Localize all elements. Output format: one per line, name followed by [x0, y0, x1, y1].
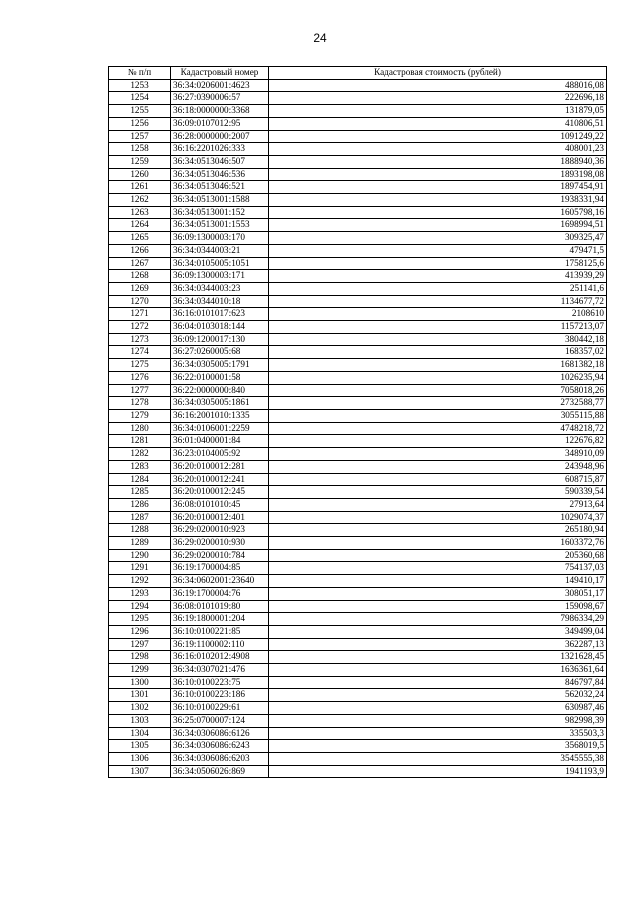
cell-cadastral-number: 36:01:0400001:84 [171, 435, 269, 448]
cell-cadastral-number: 36:27:0260005:68 [171, 346, 269, 359]
cell-cadastral-value: 222696,18 [269, 92, 607, 105]
cell-row-number: 1265 [109, 232, 171, 245]
table-row [109, 587, 607, 600]
column-header-cadastral-number: Кадастровый номер [171, 67, 269, 80]
cell-row-number: 1290 [109, 549, 171, 562]
table-row [109, 714, 607, 727]
cell-row-number: 1307 [109, 765, 171, 778]
table-row [109, 651, 607, 664]
table-row [109, 486, 607, 499]
table-row [109, 448, 607, 461]
cell-row-number: 1256 [109, 117, 171, 130]
cell-cadastral-value: 131879,05 [269, 105, 607, 118]
cell-row-number: 1302 [109, 702, 171, 715]
cell-row-number: 1270 [109, 295, 171, 308]
table-row [109, 689, 607, 702]
cell-cadastral-value: 1605798,16 [269, 206, 607, 219]
cell-row-number: 1291 [109, 562, 171, 575]
cadastral-value-table [108, 66, 607, 778]
cell-row-number: 1283 [109, 460, 171, 473]
table-row [109, 498, 607, 511]
table-row [109, 257, 607, 270]
cell-cadastral-number: 36:34:0513046:521 [171, 181, 269, 194]
table-row [109, 181, 607, 194]
cell-cadastral-value: 27913,64 [269, 498, 607, 511]
table-row [109, 638, 607, 651]
cell-cadastral-value: 408001,23 [269, 143, 607, 156]
cell-cadastral-number: 36:34:0506026:869 [171, 765, 269, 778]
cell-cadastral-number: 36:25:0700007:124 [171, 714, 269, 727]
cell-cadastral-number: 36:27:0390006:57 [171, 92, 269, 105]
cell-cadastral-number: 36:16:2201026:333 [171, 143, 269, 156]
cell-row-number: 1255 [109, 105, 171, 118]
cell-cadastral-number: 36:29:0200010:784 [171, 549, 269, 562]
cell-row-number: 1305 [109, 740, 171, 753]
cell-cadastral-number: 36:34:0306086:6126 [171, 727, 269, 740]
cell-cadastral-value: 349499,04 [269, 625, 607, 638]
cell-cadastral-number: 36:16:2001010:1335 [171, 409, 269, 422]
cell-cadastral-value: 3545555,38 [269, 752, 607, 765]
table-row [109, 79, 607, 92]
cell-cadastral-number: 36:10:0100229:61 [171, 702, 269, 715]
cell-cadastral-value: 2108610 [269, 308, 607, 321]
cell-cadastral-value: 413939,29 [269, 270, 607, 283]
cell-row-number: 1304 [109, 727, 171, 740]
cell-cadastral-value: 590339,54 [269, 486, 607, 499]
cell-cadastral-value: 982998,39 [269, 714, 607, 727]
table-row [109, 397, 607, 410]
table-row [109, 155, 607, 168]
cell-cadastral-number: 36:23:0104005:92 [171, 448, 269, 461]
cell-cadastral-value: 1134677,72 [269, 295, 607, 308]
cell-cadastral-number: 36:19:1700004:76 [171, 587, 269, 600]
cell-cadastral-number: 36:09:1300003:170 [171, 232, 269, 245]
cell-cadastral-value: 2732588,77 [269, 397, 607, 410]
page-number: 24 [313, 31, 327, 45]
cell-row-number: 1271 [109, 308, 171, 321]
cell-cadastral-number: 36:34:0513001:152 [171, 206, 269, 219]
cell-cadastral-number: 36:16:0101017:623 [171, 308, 269, 321]
cell-cadastral-number: 36:34:0106001:2259 [171, 422, 269, 435]
cell-row-number: 1281 [109, 435, 171, 448]
table-row [109, 321, 607, 334]
cell-cadastral-value: 7058018,26 [269, 384, 607, 397]
cell-row-number: 1268 [109, 270, 171, 283]
cell-cadastral-number: 36:08:0101010:45 [171, 498, 269, 511]
cell-cadastral-value: 1893198,08 [269, 168, 607, 181]
cell-row-number: 1294 [109, 600, 171, 613]
table-row [109, 308, 607, 321]
cell-cadastral-value: 4748218,72 [269, 422, 607, 435]
column-header-cadastral-value: Кадастровая стоимость (рублей) [269, 67, 607, 80]
cell-row-number: 1303 [109, 714, 171, 727]
table-row [109, 600, 607, 613]
cell-cadastral-number: 36:34:0105005:1051 [171, 257, 269, 270]
cell-cadastral-number: 36:29:0200010:923 [171, 524, 269, 537]
cell-row-number: 1277 [109, 384, 171, 397]
cell-cadastral-value: 608715,87 [269, 473, 607, 486]
cell-cadastral-value: 1941193,9 [269, 765, 607, 778]
table-row [109, 435, 607, 448]
cell-cadastral-number: 36:34:0307021:476 [171, 664, 269, 677]
cell-row-number: 1258 [109, 143, 171, 156]
cell-cadastral-number: 36:34:0306086:6203 [171, 752, 269, 765]
cell-cadastral-number: 36:20:0100012:281 [171, 460, 269, 473]
cell-cadastral-value: 1603372,76 [269, 537, 607, 550]
cell-cadastral-value: 410806,51 [269, 117, 607, 130]
cell-cadastral-number: 36:34:0602001:23640 [171, 575, 269, 588]
cell-cadastral-number: 36:34:0344010:18 [171, 295, 269, 308]
cell-row-number: 1282 [109, 448, 171, 461]
table-row [109, 409, 607, 422]
cell-row-number: 1253 [109, 79, 171, 92]
table-row [109, 270, 607, 283]
cell-cadastral-value: 122676,82 [269, 435, 607, 448]
cell-row-number: 1293 [109, 587, 171, 600]
cell-row-number: 1264 [109, 219, 171, 232]
cell-cadastral-number: 36:34:0513001:1588 [171, 194, 269, 207]
cell-cadastral-value: 3568019,5 [269, 740, 607, 753]
cell-row-number: 1286 [109, 498, 171, 511]
table-row [109, 727, 607, 740]
cell-cadastral-value: 479471,5 [269, 244, 607, 257]
cell-cadastral-number: 36:28:0000000:2007 [171, 130, 269, 143]
table-row [109, 282, 607, 295]
cell-cadastral-number: 36:20:0100012:401 [171, 511, 269, 524]
table-row [109, 625, 607, 638]
cell-cadastral-value: 265180,94 [269, 524, 607, 537]
cell-row-number: 1275 [109, 359, 171, 372]
column-header-number: № п/п [109, 67, 171, 80]
cell-cadastral-number: 36:34:0513001:1553 [171, 219, 269, 232]
table-row [109, 613, 607, 626]
cell-row-number: 1261 [109, 181, 171, 194]
cell-row-number: 1279 [109, 409, 171, 422]
cell-cadastral-number: 36:10:0100223:75 [171, 676, 269, 689]
cell-row-number: 1298 [109, 651, 171, 664]
cell-cadastral-number: 36:20:0100012:245 [171, 486, 269, 499]
cell-row-number: 1306 [109, 752, 171, 765]
table-row [109, 194, 607, 207]
cell-row-number: 1276 [109, 371, 171, 384]
cell-cadastral-value: 1026235,94 [269, 371, 607, 384]
cell-row-number: 1289 [109, 537, 171, 550]
table-row [109, 168, 607, 181]
table-row [109, 92, 607, 105]
cell-cadastral-value: 562032,24 [269, 689, 607, 702]
table-row [109, 676, 607, 689]
cell-cadastral-value: 1029074,37 [269, 511, 607, 524]
cell-cadastral-number: 36:19:1100002:110 [171, 638, 269, 651]
cell-row-number: 1254 [109, 92, 171, 105]
cell-row-number: 1299 [109, 664, 171, 677]
table-row [109, 562, 607, 575]
cell-cadastral-number: 36:04:0103018:144 [171, 321, 269, 334]
cell-row-number: 1300 [109, 676, 171, 689]
cell-row-number: 1267 [109, 257, 171, 270]
cell-cadastral-number: 36:34:0513046:507 [171, 155, 269, 168]
cell-cadastral-number: 36:09:1300003:171 [171, 270, 269, 283]
table-row [109, 244, 607, 257]
cell-row-number: 1273 [109, 333, 171, 346]
cell-cadastral-number: 36:16:0102012:4908 [171, 651, 269, 664]
cell-cadastral-number: 36:20:0100012:241 [171, 473, 269, 486]
cell-cadastral-number: 36:10:0100223:186 [171, 689, 269, 702]
cell-cadastral-value: 7986334,29 [269, 613, 607, 626]
table-row [109, 143, 607, 156]
cell-cadastral-number: 36:10:0100221:85 [171, 625, 269, 638]
cell-row-number: 1295 [109, 613, 171, 626]
table-row [109, 232, 607, 245]
table-row [109, 359, 607, 372]
cell-cadastral-value: 1897454,91 [269, 181, 607, 194]
cell-row-number: 1285 [109, 486, 171, 499]
table-row [109, 702, 607, 715]
cell-cadastral-value: 754137,03 [269, 562, 607, 575]
table-row [109, 295, 607, 308]
table-row [109, 371, 607, 384]
table-body [109, 79, 607, 778]
cell-row-number: 1263 [109, 206, 171, 219]
cell-cadastral-value: 309325,47 [269, 232, 607, 245]
cell-cadastral-number: 36:22:0000000:840 [171, 384, 269, 397]
cell-cadastral-value: 243948,96 [269, 460, 607, 473]
cell-row-number: 1272 [109, 321, 171, 334]
cell-cadastral-value: 1157213,07 [269, 321, 607, 334]
cell-row-number: 1292 [109, 575, 171, 588]
cell-row-number: 1288 [109, 524, 171, 537]
table-row [109, 346, 607, 359]
cell-cadastral-value: 362287,13 [269, 638, 607, 651]
cell-cadastral-value: 630987,46 [269, 702, 607, 715]
cell-cadastral-number: 36:34:0206001:4623 [171, 79, 269, 92]
cell-cadastral-value: 3055115,88 [269, 409, 607, 422]
cell-row-number: 1274 [109, 346, 171, 359]
cell-cadastral-value: 251141,6 [269, 282, 607, 295]
cell-cadastral-value: 159098,67 [269, 600, 607, 613]
table-row [109, 473, 607, 486]
table-row [109, 765, 607, 778]
cell-cadastral-number: 36:34:0344003:21 [171, 244, 269, 257]
cell-cadastral-value: 1091249,22 [269, 130, 607, 143]
table-row [109, 740, 607, 753]
cell-cadastral-number: 36:22:0100001:58 [171, 371, 269, 384]
cell-row-number: 1280 [109, 422, 171, 435]
cell-cadastral-value: 1888940,36 [269, 155, 607, 168]
cell-row-number: 1257 [109, 130, 171, 143]
cell-cadastral-number: 36:34:0306086:6243 [171, 740, 269, 753]
table-row [109, 130, 607, 143]
cell-cadastral-number: 36:19:1800001:204 [171, 613, 269, 626]
cell-row-number: 1296 [109, 625, 171, 638]
cell-row-number: 1266 [109, 244, 171, 257]
cell-cadastral-value: 205360,68 [269, 549, 607, 562]
cell-row-number: 1259 [109, 155, 171, 168]
table-row [109, 537, 607, 550]
table-row [109, 219, 607, 232]
cell-cadastral-number: 36:09:0107012:95 [171, 117, 269, 130]
cell-cadastral-value: 1681382,18 [269, 359, 607, 372]
table-row [109, 384, 607, 397]
cell-cadastral-value: 380442,18 [269, 333, 607, 346]
cell-cadastral-number: 36:09:1200017:130 [171, 333, 269, 346]
cell-row-number: 1260 [109, 168, 171, 181]
cell-cadastral-number: 36:08:0101019:80 [171, 600, 269, 613]
cell-cadastral-value: 846797,84 [269, 676, 607, 689]
cell-cadastral-value: 308051,17 [269, 587, 607, 600]
cell-row-number: 1269 [109, 282, 171, 295]
cell-cadastral-value: 1758125,6 [269, 257, 607, 270]
cell-cadastral-value: 348910,09 [269, 448, 607, 461]
table-row [109, 460, 607, 473]
table-row [109, 206, 607, 219]
cell-cadastral-number: 36:34:0305005:1791 [171, 359, 269, 372]
cell-cadastral-value: 1698994,51 [269, 219, 607, 232]
cell-cadastral-value: 168357,02 [269, 346, 607, 359]
table-row [109, 575, 607, 588]
cell-cadastral-number: 36:19:1700004:85 [171, 562, 269, 575]
cell-row-number: 1284 [109, 473, 171, 486]
cell-row-number: 1301 [109, 689, 171, 702]
cell-cadastral-number: 36:29:0200010:930 [171, 537, 269, 550]
cell-row-number: 1278 [109, 397, 171, 410]
table-row [109, 333, 607, 346]
cell-row-number: 1297 [109, 638, 171, 651]
cell-row-number: 1262 [109, 194, 171, 207]
cell-cadastral-number: 36:34:0344003:23 [171, 282, 269, 295]
cell-cadastral-value: 335503,3 [269, 727, 607, 740]
cell-cadastral-value: 1938331,94 [269, 194, 607, 207]
cell-cadastral-number: 36:34:0513046:536 [171, 168, 269, 181]
cell-cadastral-value: 488016,08 [269, 79, 607, 92]
cell-cadastral-value: 1636361,64 [269, 664, 607, 677]
table-header-row [109, 67, 607, 80]
cell-cadastral-value: 149410,17 [269, 575, 607, 588]
table-row [109, 524, 607, 537]
table-row [109, 511, 607, 524]
table-row [109, 664, 607, 677]
table-row [109, 752, 607, 765]
table-row [109, 117, 607, 130]
table-row [109, 105, 607, 118]
table-row [109, 549, 607, 562]
table-row [109, 422, 607, 435]
cell-cadastral-number: 36:18:0000000:3368 [171, 105, 269, 118]
cell-cadastral-value: 1321628,45 [269, 651, 607, 664]
cell-cadastral-number: 36:34:0305005:1861 [171, 397, 269, 410]
cell-row-number: 1287 [109, 511, 171, 524]
